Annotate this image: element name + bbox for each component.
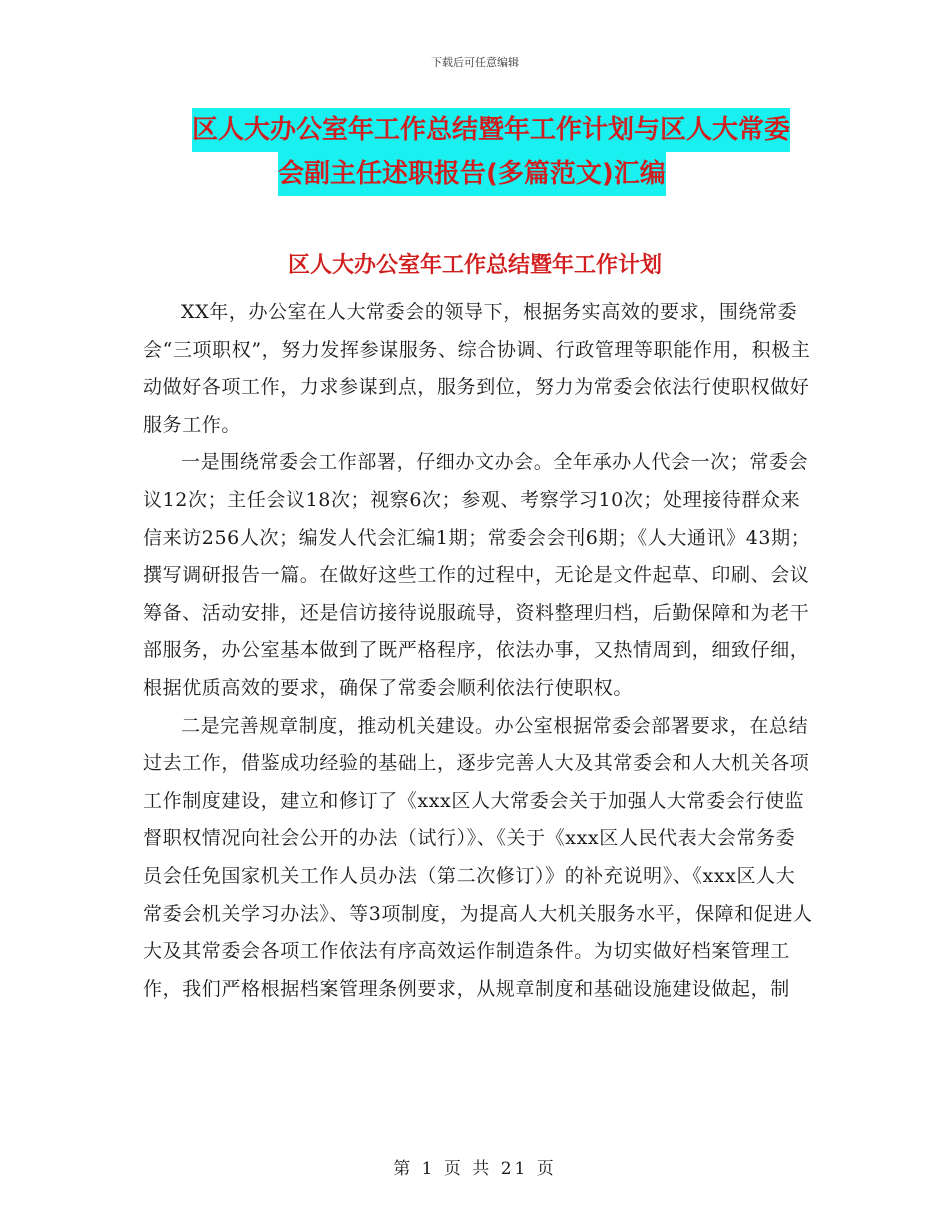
header-note: 下载后可任意编辑 xyxy=(431,56,519,69)
paragraph: 一是围绕常委会工作部署，仔细办文办会。全年承办人代会一次；常委会议12次；主任会议18次；视察6次；参观、考察学习10次；处理接待群众来信来访256人次；编发人代会汇编1期；常委会会刊6期；《人大通讯》43期；撰写调研报告一篇。在做好这些工作的过程中，无论是文件起草、印刷、会议筹备、活动安排，还是信访接待说服疏导，资料整理归档，后勤保障和为老干部服务，办公室基本做到了既严格程序，依法办事，又热情周到，细致仔细，根据优质高效的要求，确保了常委会顺利依法行使职权。 xyxy=(143,451,811,699)
body-text xyxy=(143,294,813,1008)
paragraph: XX年，办公室在人大常委会的领导下，根据务实高效的要求，围绕常委会“三项职权”，努力发挥参谋服务、综合协调、行政管理等职能作用，积极主动做好各项工作，力求参谋到点，服务到位，努力为常委会依法行使职权做好服务工作。 xyxy=(143,301,811,436)
document-title-line-1: 区人大办公室年工作总结暨年工作计划与区人大常委 xyxy=(192,108,790,152)
paragraph: 二是完善规章制度，推动机关建设。办公室根据常委会部署要求，在总结过去工作，借鉴成功经验的基础上，逐步完善人大及其常委会和人大机关各项工作制度建设，建立和修订了《xxx区人大常委会关于加强人大常委会行使监督职权情况向社会公开的办法（试行）》、《关于《xxx区人民代表大会常务委员会任免国家机关工作人员办法（第二次修订）》的补充说明》、《xxx区人大常委会机关学习办法》、等3项制度，为提高人大机关服务水平，保障和促进人大及其常委会各项工作依法有序高效运作制造条件。为切实做好档案管理工作，我们严格根据档案管理条例要求，从规章制度和基础设施建设做起，制 xyxy=(143,714,813,1000)
document-title xyxy=(170,108,830,196)
document-title-line-2: 会副主任述职报告(多篇范文)汇编 xyxy=(278,152,666,196)
section-title: 区人大办公室年工作总结暨年工作计划 xyxy=(287,253,662,278)
page-footer: 第 1 页 共 21 页 xyxy=(393,1159,557,1179)
